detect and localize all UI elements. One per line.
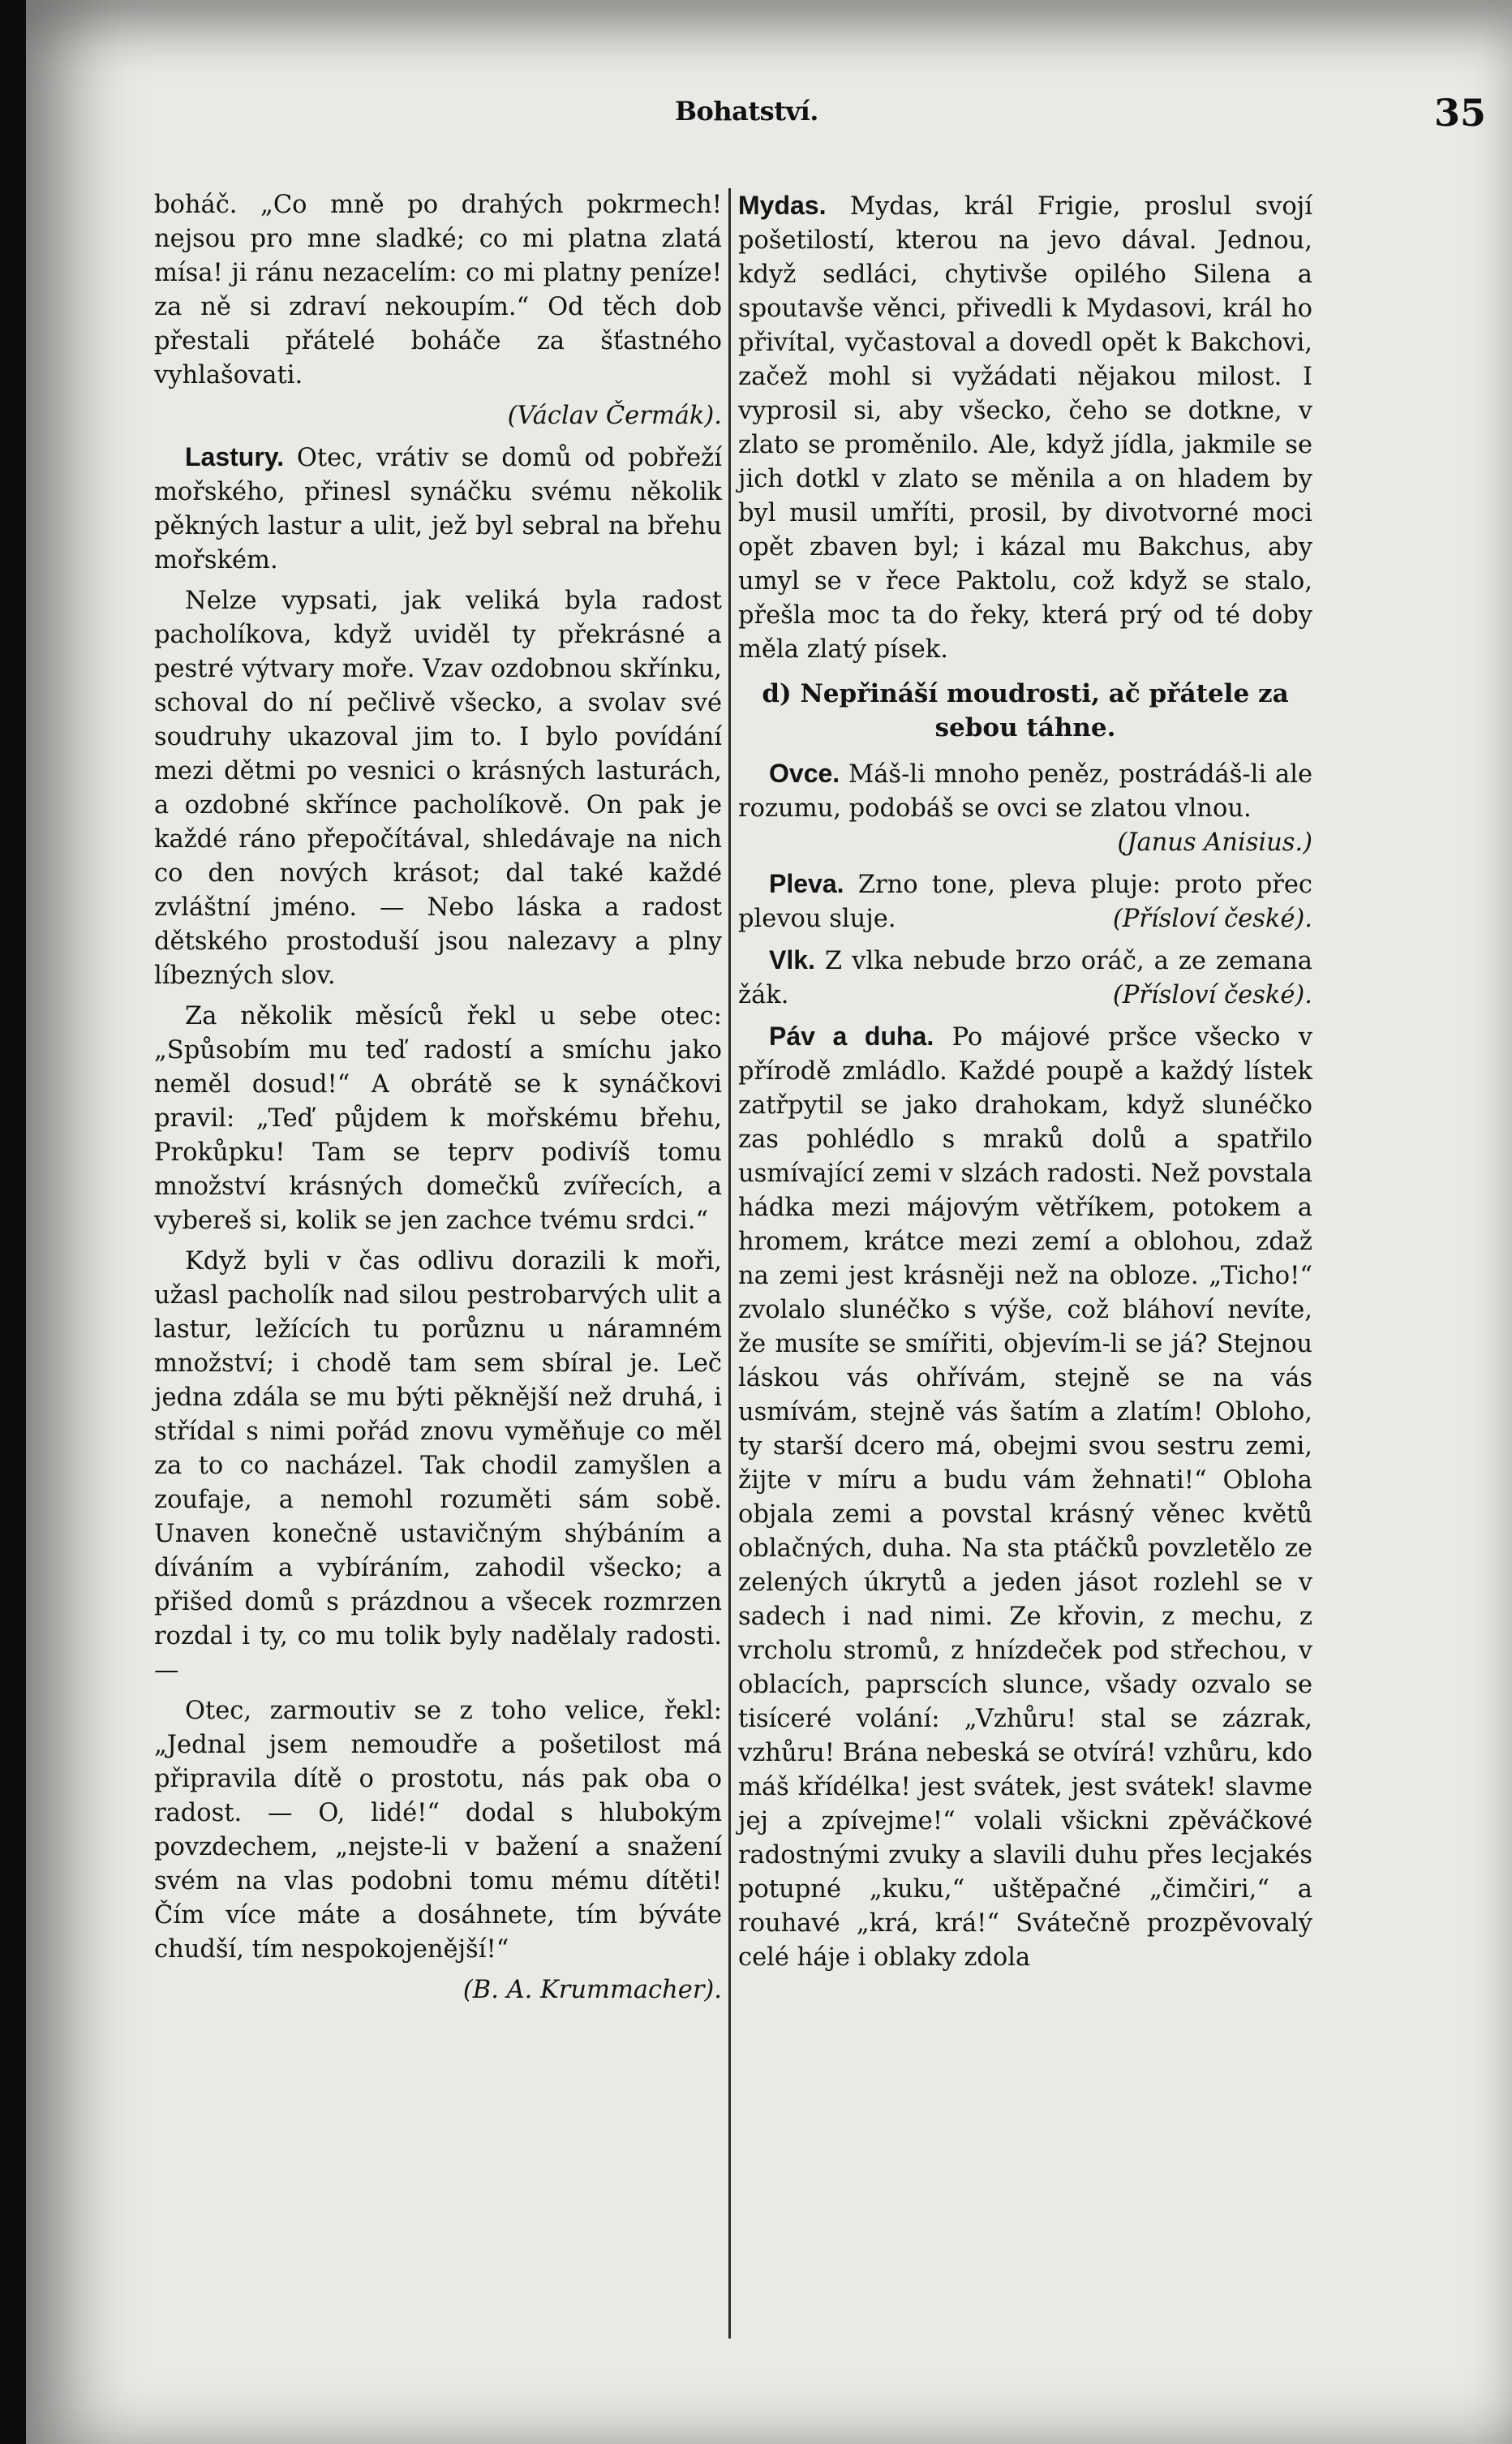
right-column (738, 188, 1312, 1981)
running-header (675, 91, 1486, 144)
paragraph: Nelze vypsati, jak veliká byla radost pacholíkova, když uviděl ty překrásné a pestré výtvary moře. Vzav ozdobnou skřínku, schoval do ní pečlivě všecko, a svolav své soudruhy ukazoval jim to. I bylo povídání mezi dětmi po vesnici o krásných lasturách, a ozdobné skřínce pacholíkově. On pak je každé ráno přepočítával, shledávaje na nich co den nových krásot; dal také každé zvláštní jméno. — Nebo láska a radost dětského prostoduší jsou nalezavy a plny líbezných slov. (154, 587, 722, 990)
scan-left-edge (0, 0, 26, 2444)
paragraph: Když byli v čas odlivu dorazili k moři, užasl pacholík nad silou pestrobarvých ulit a lastur, ležících tu porůznu u náramném množství; i chodě tam sem sbíral je. Leč jedna zdála se mu býti pěknější než druhá, i střídal s nimi pořád znovu vyměňuje co měl za to co nacházel. Tak chodil zamyšlen a zoufaje, a nemohl rozuměti sám sobě. Unaven konečně ustavičným shýbáním a díváním a vybíráním, zahodil všecko; a přišed domů s prázdnou a všecek rozmrzen rozdal i ty, co mu tolik byly nadělaly radosti. — (154, 1247, 722, 1685)
left-column (154, 188, 722, 2014)
paragraph: Za několik měsíců řekl u sebe otec: „Spůsobím mu teď radostí a smíchu jako neměl dosud!“ A obrátě se k synáčkovi pravil: „Teď půjdem k mořskému břehu, Prokůpku! Tam se teprv podivíš tomu množství krásných domečků zvířecích, a vybereš si, kolik se jen zachce tvému srdci.“ (154, 1002, 722, 1235)
entry-keyword: Pleva. (769, 869, 844, 898)
entry-keyword: Vlk. (769, 945, 815, 975)
column-divider (728, 188, 731, 2339)
author-attribution: (Janus Anisius.) (1117, 828, 1312, 857)
page-number: 35 (1433, 91, 1486, 135)
entry-ovce (738, 756, 1312, 860)
entry-pleva (738, 867, 1312, 936)
paragraph: Otec, zarmoutiv se z toho velice, řekl: „Jednal jsem nemoudře a pošetilost má připravila dítě o prostotu, nás pak oba o radost. — O, lidé!“ dodal s hlubokým povzdechem, „nejste-li v bažení a snažení svém na vlas podobni tomu mému dítěti! Čím více máte a dosáhnete, tím býváte chudší, tím nespokojenější!“ (154, 1697, 722, 1964)
entry-text: Zrno tone, pleva pluje: proto přec plevou sluje. (738, 871, 1312, 933)
entry-text: Po májové pršce všecko v přírodě zmládlo. Každé poupě a každý lístek zatřpytil se jako drahokam, když slunéčko zas pohlédlo s mraků dolů a spatřilo usmívající zemi v slzách radosti. Než povstala hádka mezi májovým větříkem, potokem a hromem, krátce mezi zemí a oblohou, zdaž na zemi jest krásněji než na obloze. „Ticho!“ zvolalo slunéčko s výše, což bláhoví nevíte, že musíte se smířiti, objevím-li se já? Stejnou láskou vás ohřívám, stejně se na vás usmívám, stejně vás šatím a zlatím! Obloho, ty starší dcero má, obejmi svou sestru zemi, žijte v míru a budu vám žehnati!“ Obloha objala zemi a povstal krásný věnec květů oblačných, duha. Na sta ptáčků povzletělo ze zelených úkrytů a jeden jásot rozlehl se v sadech i nad nimi. Ze křovin, z mechu, z vrcholu stromů, z hnízdeček pod střechou, v oblacích, paprscích slunce, všady ozvalo se tisíceré volání: „Vzhůru! stal se zázrak, vzhůru! Brána nebeská se otvírá! vzhůru, kdo máš křídélka! jest svátek, jest svátek! slavme jej a zpívejme!“ volali všickni zpěváčkové radostnými zvuky a slavili duhu přes lecjakés potupné „kuku,“ uštěpačné „čimčiri,“ a rouhavé „krá, krá!“ Svátečně prozpěvovalý celé háje i oblaky zdola (738, 1023, 1313, 1972)
entry-mydas (738, 188, 1312, 667)
entry-keyword: Mydas. (738, 191, 827, 220)
entry-vlk (738, 943, 1312, 1013)
entry-keyword: Lastury. (185, 442, 285, 471)
author-attribution: (Přísloví české). (1112, 981, 1312, 1009)
paragraph: boháč. „Co mně po drahých pokrmech! nejsou pro mne sladké; co mi platna zlatá mísa! ji ránu nezacelím: co mi platny peníze! za ně si zdraví nekoupím.“ Od těch dob přestali přátelé boháče za šťastného vyhlašovati. (154, 191, 722, 389)
author-attribution: (Přísloví české). (1112, 905, 1312, 933)
entry-keyword: Ovce. (769, 759, 840, 788)
entry-pav-a-duha (738, 1019, 1312, 1975)
entry-lastury (154, 440, 722, 578)
section-heading: d) Nepřináší moudrosti, ač přátele za sebou táhne. (762, 679, 1289, 742)
entry-text: Otec, vrátiv se domů od pobřeží mořského, přinesl synáčku svému několik pěkných lastur a ulit, jež byl sebral na břehu mořském. (154, 444, 722, 574)
entry-text: Máš-li mnoho peněz, postrádáš-li ale rozumu, podobáš se ovci se zlatou vlnou. (738, 760, 1312, 823)
entry-text: Z vlka nebude brzo oráč, a ze zemana žák. (738, 947, 1312, 1009)
entry-keyword: Páv a duha. (769, 1022, 934, 1051)
author-attribution: (B. A. Krummacher). (462, 1976, 722, 2004)
running-title: Bohatství. (675, 96, 818, 127)
author-attribution: (Václav Čermák). (507, 402, 722, 430)
entry-text: Mydas, král Frigie, proslul svojí pošetilostí, kterou na jevo dával. Jednou, když sedláci, chytivše opilého Silena a spoutavše věnci, přivedli k Mydasovi, král ho přivítal, vyčastoval a dovedl opět k Bakchovi, začež mohl si vyžádati nějakou milost. I vyprosil si, aby všecko, čeho se dotkne, v zlato se proměnilo. Ale, když jídla, jakmile se jich dotkl v zlato se měnila a on hladem by byl musil umříti, prosil, by divotvorné moci opět zbaven byl; i kázal mu Bakchus, aby umyl se v řece Paktolu, což když se stalo, přešla moc ta do řeky, která prý od té doby měla zlatý písek. (738, 192, 1312, 664)
